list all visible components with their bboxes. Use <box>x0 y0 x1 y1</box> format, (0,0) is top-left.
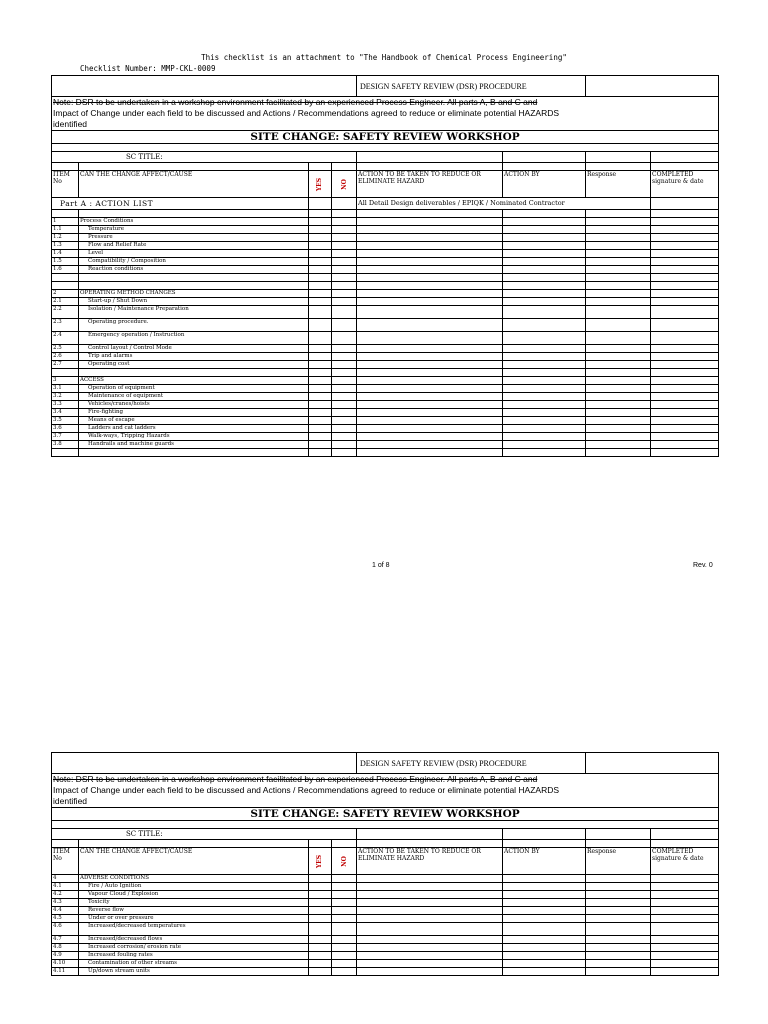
table-row: 3.5 Means of escape <box>52 417 719 425</box>
col-response: Response <box>586 848 651 875</box>
table-row: 2.3 Operating procedure. <box>52 319 719 332</box>
note-text: Note: DSR to be undertaken in a workshop environment facilitated by an experienced Process Engineer. All parts A, B and C and Impact of Change under each field to be discussed and Actions / Recommendations agreed to reduce or eliminate potential HAZARDS identified <box>52 774 719 808</box>
table-row: 2.1 Start-up / Shut Down <box>52 298 719 306</box>
part-a-deliverables: All Detail Design deliverables / EPIQK / Nominated Contractor <box>357 198 651 210</box>
col-yes: YES <box>309 848 332 875</box>
table-row: 2.4 Emergency operation / Instruction <box>52 332 719 345</box>
table-row: 3.3 Vehicles/cranes/hoists <box>52 401 719 409</box>
col-action-by: ACTION BY <box>503 171 586 198</box>
table-row: 4.5 Under or over pressure <box>52 915 719 923</box>
col-no: NO <box>332 171 357 198</box>
table-row: 4.3 Toxicity <box>52 899 719 907</box>
table-row: 1.5 Compatibility / Composition <box>52 258 719 266</box>
table-row: 3.6 Ladders and cat ladders <box>52 425 719 433</box>
workshop-title: SITE CHANGE: SAFETY REVIEW WORKSHOP <box>52 808 719 821</box>
table-row: 4.7 Increased/decreased flows <box>52 936 719 944</box>
table-row: 4.11 Up/down stream units <box>52 968 719 976</box>
col-yes: YES <box>309 171 332 198</box>
table-row: 2.6 Trip and alarms <box>52 353 719 361</box>
col-completed: COMPLETED signature & date <box>651 171 719 198</box>
table-row: 4.10 Contamination of other streams <box>52 960 719 968</box>
checklist-table-page2 <box>51 752 719 976</box>
section-row: 3 ACCESS <box>52 377 719 385</box>
procedure-title: DESIGN SAFETY REVIEW (DSR) PROCEDURE <box>357 76 586 97</box>
section-row: 4 ADVERSE CONDITIONS <box>52 875 719 883</box>
table-row: 3.7 Walk-ways, Tripping Hazards <box>52 433 719 441</box>
col-response: Response <box>586 171 651 198</box>
table-row: 2.5 Control layout / Control Mode <box>52 345 719 353</box>
page-number: 1 of 8 <box>372 562 390 569</box>
col-action-by: ACTION BY <box>503 848 586 875</box>
attachment-note: This checklist is an attachment to "The Handbook of Chemical Process Engineering" <box>201 53 567 62</box>
table-row: 4.9 Increased fouling rates <box>52 952 719 960</box>
col-affect: CAN THE CHANGE AFFECT/CAUSE <box>79 848 309 875</box>
table-row: 3.8 Handrails and machine guards <box>52 441 719 449</box>
col-completed: COMPLETED signature & date <box>651 848 719 875</box>
table-row: 1.3 Flow and Relief Rate <box>52 242 719 250</box>
part-a-label: Part A : ACTION LIST <box>52 198 309 210</box>
table-row: 1.1 Temperature <box>52 226 719 234</box>
section-row: 1 Process Conditions <box>52 218 719 226</box>
workshop-title: SITE CHANGE: SAFETY REVIEW WORKSHOP <box>52 131 719 144</box>
table-row: 2.2 Isolation / Maintenance Preparation <box>52 306 719 319</box>
table-row: 4.4 Reverse flow <box>52 907 719 915</box>
checklist-table-page1 <box>51 75 719 457</box>
note-text: Note: DSR to be undertaken in a workshop environment facilitated by an experienced Process Engineer. All parts A, B and C and Impact of Change under each field to be discussed and Actions / Recommendations agreed to reduce or eliminate potential HAZARDS identified <box>52 97 719 131</box>
table-row: 3.2 Maintenance of equipment <box>52 393 719 401</box>
col-action: ACTION TO BE TAKEN TO REDUCE OR ELIMINATE HAZARD <box>357 848 503 875</box>
sc-title-label: SC TITLE: <box>52 152 357 163</box>
table-row: 4.6 Increased/decreased temperatures <box>52 923 719 936</box>
table-row: 1.6 Reaction conditions <box>52 266 719 274</box>
table-row: 2.7 Operating cost <box>52 361 719 369</box>
table-row: 4.1 Fire / Auto Ignition <box>52 883 719 891</box>
table-row: 4.8 Increased corrosion/ erosion rate <box>52 944 719 952</box>
table-row: 1.4 Level <box>52 250 719 258</box>
section-row: 2 OPERATING METHOD CHANGES <box>52 290 719 298</box>
col-item-no: ITEM No <box>52 171 79 198</box>
col-affect: CAN THE CHANGE AFFECT/CAUSE <box>79 171 309 198</box>
table-row: 1.2 Pressure <box>52 234 719 242</box>
revision: Rev. 0 <box>693 562 713 569</box>
sc-title-label: SC TITLE: <box>52 829 357 840</box>
table-row: 3.1 Operation of equipment <box>52 385 719 393</box>
table-row: 4.2 Vapour Cloud / Explosion <box>52 891 719 899</box>
col-action: ACTION TO BE TAKEN TO REDUCE OR ELIMINATE HAZARD <box>357 171 503 198</box>
col-item-no: ITEM No <box>52 848 79 875</box>
checklist-number: Checklist Number: MMP-CKL-0009 <box>80 64 216 73</box>
procedure-title: DESIGN SAFETY REVIEW (DSR) PROCEDURE <box>357 753 586 774</box>
col-no: NO <box>332 848 357 875</box>
table-row: 3.4 Fire-fighting <box>52 409 719 417</box>
